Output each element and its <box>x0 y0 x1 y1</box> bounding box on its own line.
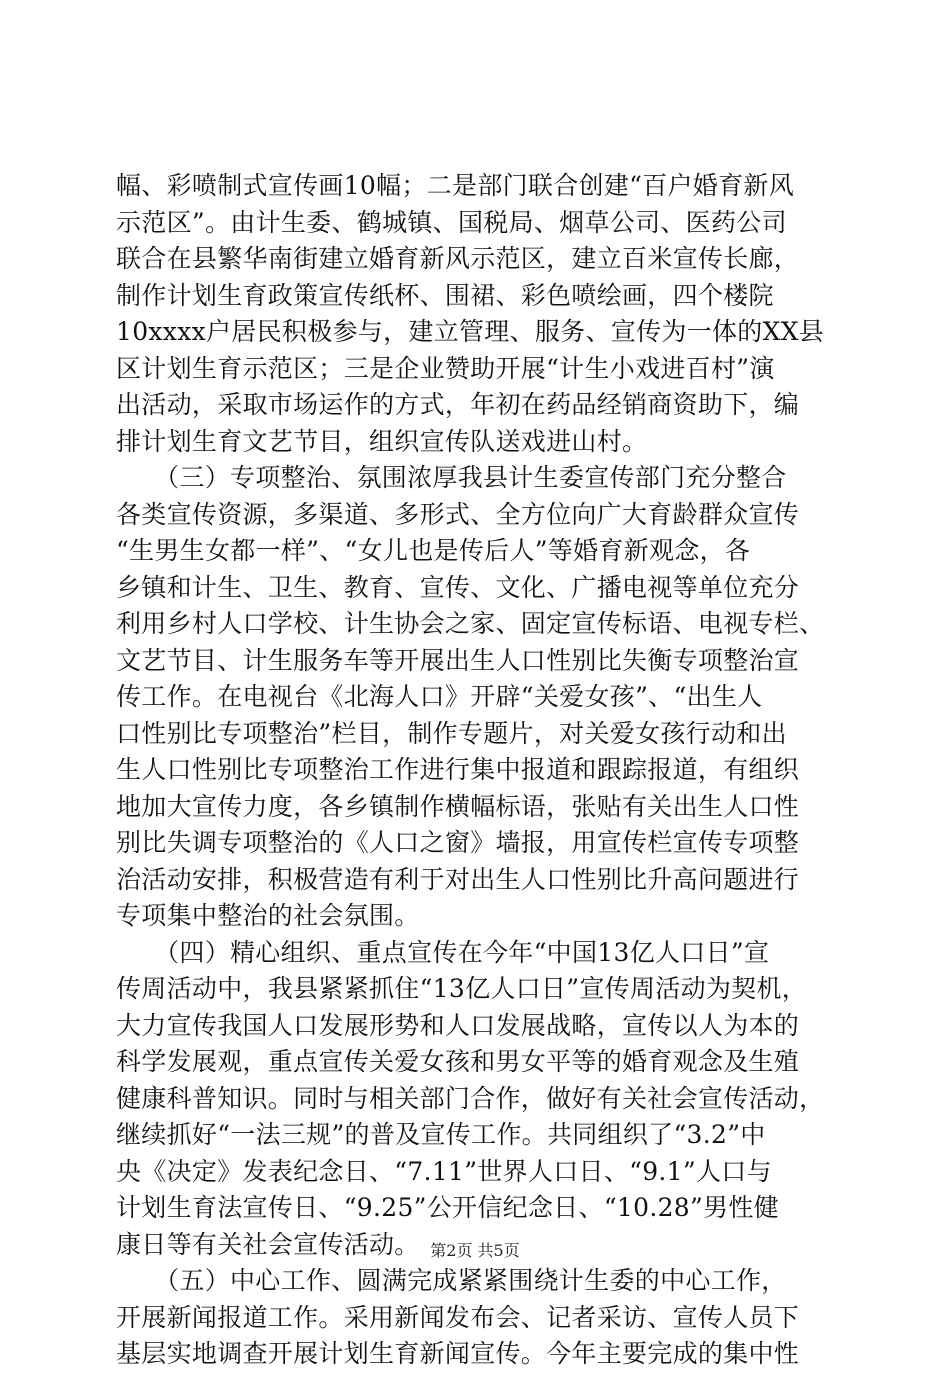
text-line: “生男生女都一样”、“女儿也是传后人”等婚育新观念，各 <box>116 536 751 565</box>
text-line: 各类宣传资源，多渠道、多形式、全方位向广大育龄群众宣传 <box>116 499 800 529</box>
text-line: 治活动安排，积极营造有利于对出生人口性别比升高问题进行 <box>116 864 800 894</box>
text-line: 别比失调专项整治的《人口之窗》墙报，用宣传栏宣传专项整 <box>116 828 800 857</box>
text-line: 联合在县繁华南街建立婚育新风示范区，建立百米宣传长廊， <box>116 244 800 273</box>
text-line: 生人口性别比专项整治工作进行集中报道和跟踪报道，有组织 <box>116 755 800 784</box>
text-line: 健康科普知识。同时与相关部门合作，做好有关社会宣传活动， <box>116 1083 825 1113</box>
text-line: 大力宣传我国人口发展形势和人口发展战略，宣传以人为本的 <box>116 1010 800 1040</box>
text-line: 基层实地调查开展计划生育新闻宣传。今年主要完成的集中性 <box>116 1339 800 1368</box>
text-line: 制作计划生育政策宣传纸杯、围裙、彩色喷绘画，四个楼院 <box>116 280 774 310</box>
text-line: 区计划生育示范区；三是企业赞助开展“计生小戏进百村”演 <box>116 353 775 383</box>
text-line: 示范区”。由计生委、鹤城镇、国税局、烟草公司、医药公司 <box>116 207 787 237</box>
document-body <box>116 168 836 1373</box>
text-line: 专项集中整治的社会氛围。 <box>116 901 420 930</box>
text-line: （四）精心组织、重点宣传在今年“中国13亿人口日”宣 <box>116 937 770 967</box>
page-number-footer: 第2页 共5页 <box>430 1241 520 1260</box>
text-line: 地加大宣传力度，各乡镇制作横幅标语，张贴有关出生人口性 <box>116 791 800 821</box>
text-line: 传周活动中，我县紧紧抓住“13亿人口日”宣传周活动为契机， <box>116 974 808 1003</box>
text-line: （五）中心工作、圆满完成紧紧围绕计生委的中心工作， <box>116 1266 787 1295</box>
text-line: 排计划生育文艺节目，组织宣传队送戏进山村。 <box>116 426 648 456</box>
text-line: 文艺节目、计生服务车等开展出生人口性别比失衡专项整治宣 <box>116 645 800 675</box>
text-line: 传工作。在电视台《北海人口》开辟“关爱女孩”、“出生人 <box>116 682 763 711</box>
text-line: 出活动，采取市场运作的方式，年初在药品经销商资助下，编 <box>116 390 800 419</box>
text-line: 10xxxx户居民积极参与，建立管理、服务、宣传为一体的XX县 <box>116 317 825 346</box>
text-line: 计划生育法宣传日、“9.25”公开信纪念日、“10.28”男性健 <box>116 1193 779 1222</box>
text-line: 利用乡村人口学校、计生协会之家、固定宣传标语、电视专栏、 <box>116 609 825 638</box>
text-line: 科学发展观，重点宣传关爱女孩和男女平等的婚育观念及生殖 <box>116 1047 800 1076</box>
text-line: （三）专项整治、氛围浓厚我县计生委宣传部门充分整合 <box>116 463 787 492</box>
text-line: 康日等有关社会宣传活动。 <box>116 1229 420 1259</box>
text-line: 继续抓好“一法三规”的普及宣传工作。共同组织了“3.2”中 <box>116 1120 766 1149</box>
text-line: 口性别比专项整治”栏目，制作专题片，对关爱女孩行动和出 <box>116 718 787 748</box>
text-line: 幅、彩喷制式宣传画10幅；二是部门联合创建“百户婚育新风 <box>116 171 794 200</box>
text-line: 开展新闻报道工作。采用新闻发布会、记者采访、宣传人员下 <box>116 1302 800 1332</box>
text-line: 乡镇和计生、卫生、教育、宣传、文化、广播电视等单位充分 <box>116 572 800 602</box>
text-line: 央《决定》发表纪念日、“7.11”世界人口日、“9.1”人口与 <box>116 1156 772 1186</box>
